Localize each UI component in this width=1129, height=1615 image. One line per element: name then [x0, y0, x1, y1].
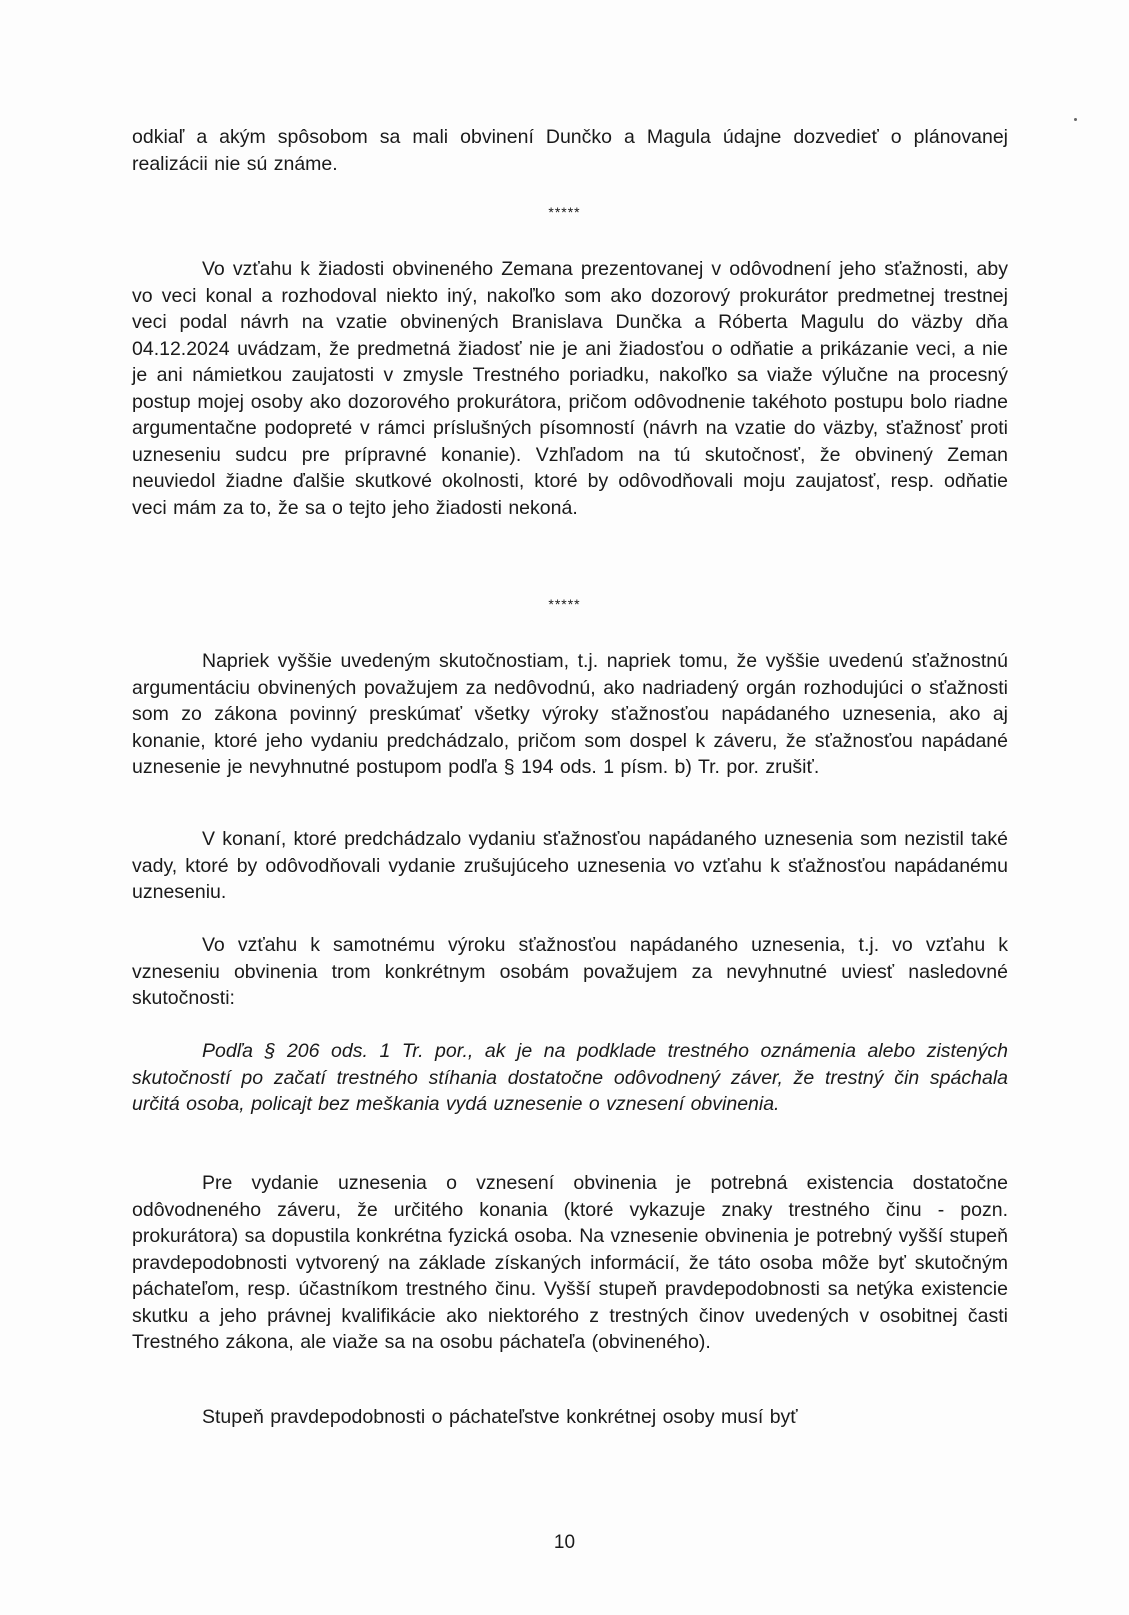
scan-speck: [1074, 118, 1077, 121]
paragraph-no-defects: V konaní, ktoré predchádzalo vydaniu sťažnosťou napádaného uznesenia som nezistil také vady, ktoré by odôvodňovali vydanie zrušujúceho uznesenia vo vzťahu k sťažnosťou napádanému uzneseniu.: [132, 828, 1008, 903]
section-separator: *****: [548, 204, 581, 220]
paragraph-final-line: Stupeň pravdepodobnosti o páchateľstve konkrétnej osoby musí byť: [202, 1406, 798, 1428]
page-number: 10: [553, 1532, 576, 1553]
paragraph-legal-quote: Podľa § 206 ods. 1 Tr. por., ak je na podklade trestného oznámenia alebo zistených skutočností po začatí trestného stíhania dostatočne odôvodnený záver, že trestný čin spáchala určitá osoba, policajt bez meškania vydá uznesenie o vznesení obvinenia.: [132, 1040, 1008, 1115]
paragraph-request-response: Vo vzťahu k žiadosti obvineného Zemana prezentovanej v odôvodnení jeho sťažnosti, aby vo veci konal a rozhodoval niekto iný, nakoľko som ako dozorový prokurátor predmetnej trestnej veci podal návrh na vzatie obvinených Branislava Dunčka a Róberta Magulu do väzby dňa 04.12.2024 uvádzam, že predmetná žiadosť nie je ani žiadosťou o odňatie a prikázanie veci, a nie je ani námietkou zaujatosti v zmysle Trestného poriadku, nakoľko sa viaže výlučne na procesný postup mojej osoby ako dozorového prokurátora, pričom odôvodnenie takéhoto postupu bolo riadne argumentačne podopreté v rámci príslušných písomností (návrh na vzatie do väzby, sťažnosť proti uzneseniu sudcu pre prípravné konanie). Vzhľadom na tú skutočnosť, že obvinený Zeman neuviedol žiadne ďalšie skutkové okolnosti, ktoré by odôvodňovali moju zaujatosť, resp. odňatie veci mám za to, že sa o tejto jeho žiadosti nekoná.: [132, 258, 1008, 519]
section-separator: *****: [548, 596, 581, 612]
paragraph-continuation: odkiaľ a akým spôsobom sa mali obvinení Dunčko a Magula údajne dozvedieť o plánovanej realizácii nie sú známe.: [132, 126, 1008, 175]
paragraph-review-conclusion: Napriek vyššie uvedeným skutočnostiam, t.j. napriek tomu, že vyššie uvedenú sťažnostnú argumentáciu obvinených považujem za nedôvodnú, ako nadriadený orgán rozhodujúci o sťažnosti som zo zákona povinný preskúmať všetky výroky sťažnosťou napádaného uznesenia, ako aj konanie, ktoré jeho vydaniu predchádzalo, pričom som dospel k záveru, že sťažnosťou napádané uznesenie je nevyhnutné postupom podľa § 194 ods. 1 písm. b) Tr. por. zrušiť.: [132, 650, 1008, 778]
paragraph-probability: Pre vydanie uznesenia o vznesení obvinenia je potrebná existencia dostatočne odôvodneného záveru, že určitého konania (ktoré vykazuje znaky trestného činu - pozn. prokurátora) sa dopustila konkrétna fyzická osoba. Na vznesenie obvinenia je potrebný vyšší stupeň pravdepodobnosti vytvorený na základe získaných informácií, že táto osoba môže byť skutočným páchateľom, resp. účastníkom trestného činu. Vyšší stupeň pravdepodobnosti sa netýka existencie skutku a jeho právnej kvalifikácie ako niektorého z trestných činov uvedených v osobitnej časti Trestného zákona, ale viaže sa na osobu páchateľa (obvineného).: [132, 1172, 1008, 1353]
paragraph-statement-intro: Vo vzťahu k samotnému výroku sťažnosťou napádaného uznesenia, t.j. vo vzťahu k vzneseniu obvinenia trom konkrétnym osobám považujem za nevyhnutné uviesť nasledovné skutočnosti:: [132, 934, 1008, 1009]
